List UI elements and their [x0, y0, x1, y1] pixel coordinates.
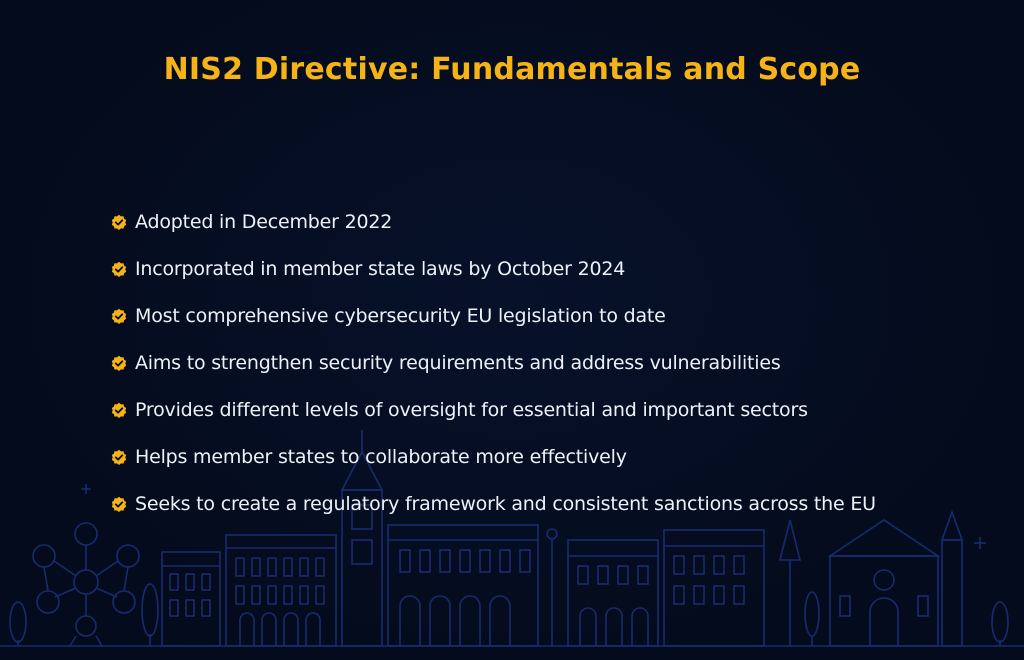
list-item-text: Incorporated in member state laws by October 2024	[135, 257, 626, 280]
list-item	[111, 292, 991, 339]
check-badge-icon	[111, 449, 127, 465]
check-badge-icon	[111, 261, 127, 277]
feature-list	[111, 198, 991, 527]
list-item	[111, 245, 991, 292]
slide-title: NIS2 Directive: Fundamentals and Scope	[163, 52, 861, 87]
list-item	[111, 198, 991, 245]
check-badge-icon	[111, 214, 127, 230]
list-item	[111, 386, 991, 433]
list-item-text: Adopted in December 2022	[135, 210, 393, 233]
check-badge-icon	[111, 308, 127, 324]
list-item-text: Helps member states to collaborate more effectively	[135, 445, 627, 468]
check-badge-icon	[111, 496, 127, 512]
list-item-text: Seeks to create a regulatory framework and consistent sanctions across the EU	[135, 492, 876, 515]
list-item	[111, 480, 991, 527]
list-item-text: Provides different levels of oversight for essential and important sectors	[135, 398, 808, 421]
list-item	[111, 339, 991, 386]
list-item-text: Most comprehensive cybersecurity EU legislation to date	[135, 304, 666, 327]
atomium-icon	[33, 523, 139, 646]
list-item-text: Aims to strengthen security requirements and address vulnerabilities	[135, 351, 781, 374]
list-item	[111, 433, 991, 480]
check-badge-icon	[111, 355, 127, 371]
check-badge-icon	[111, 402, 127, 418]
